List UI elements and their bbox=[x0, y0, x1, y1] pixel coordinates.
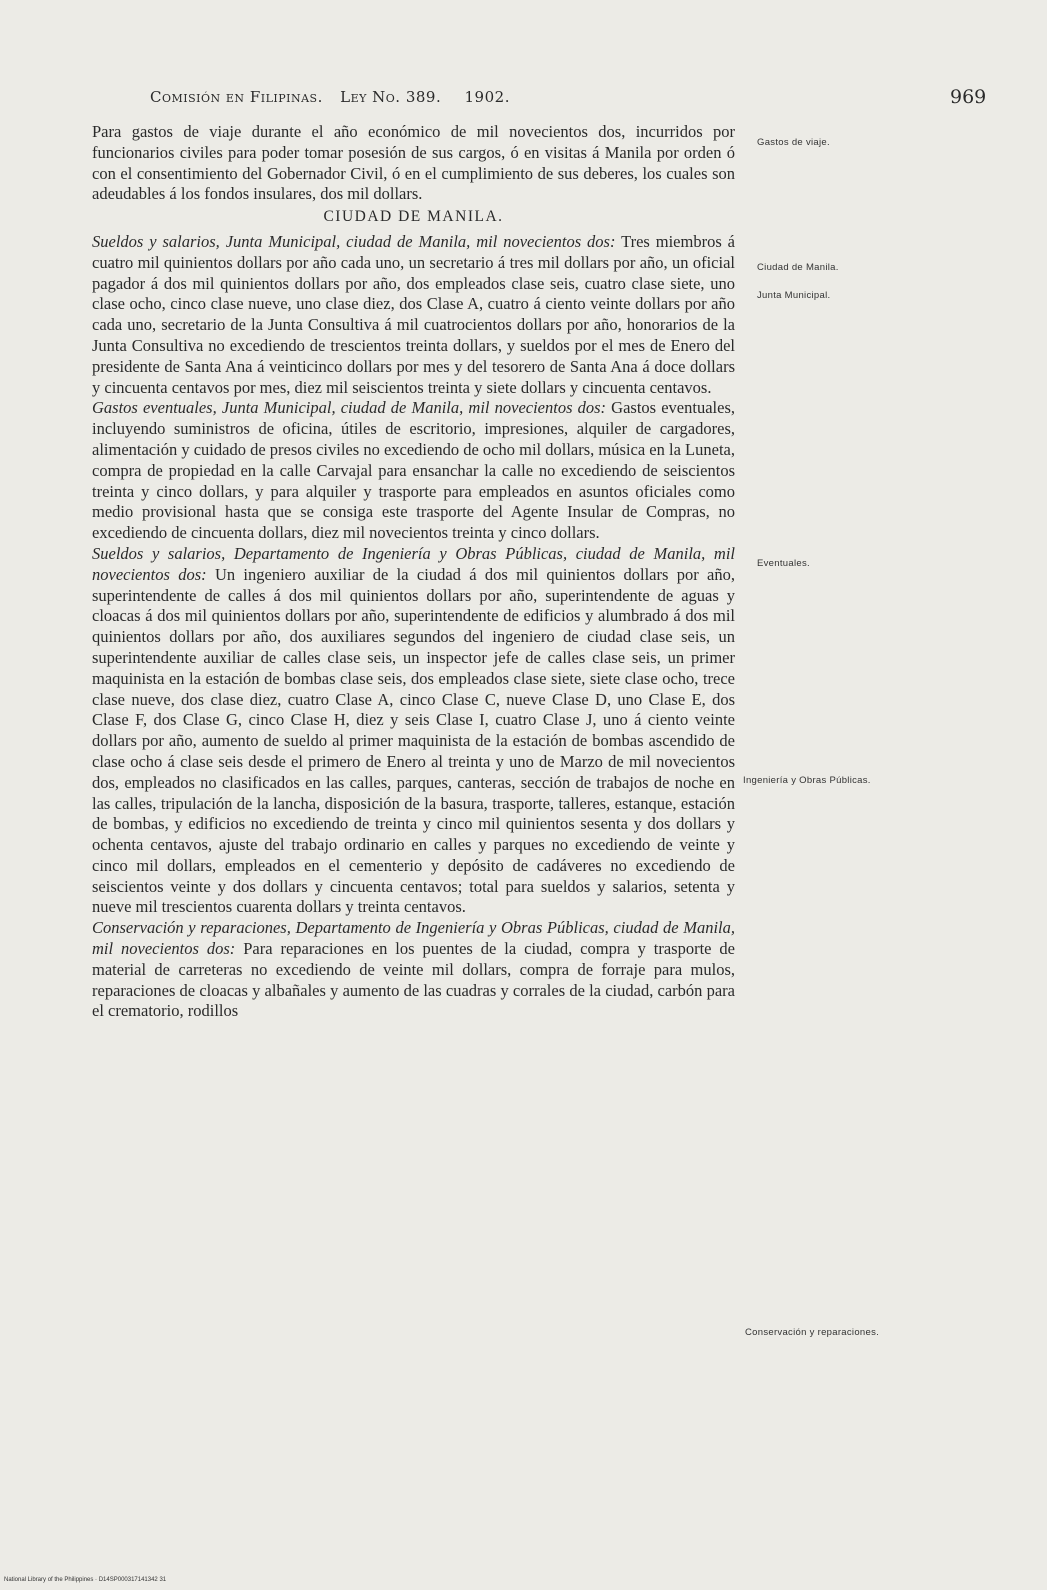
header-commission: Comisión en Filipinas. bbox=[150, 88, 323, 106]
paragraph-text: Un ingeniero auxiliar de la ciudad á dos mil quinientos dollars por año, superintendente de calles á dos mil quinientos dollars por año, superintendente de aguas y cloacas á dos mil quinientos dollars por año, superintendente de edificios y alumbrado á dos mil quinientos dollars por año, dos auxiliares segundos del ingeniero de ciudad clase seis, un superintendente auxiliar de calles clase seis, un inspector jefe de calles clase seis, un primer maquinista en la estación de bombas clase seis, dos empleados clase siete, siete clase ocho, trece clase nueve, dos clase diez, cuatro Clase A, cinco Clase C, nueve Clase D, uno Clase E, dos Clase F, dos Clase G, cinco Clase H, diez y seis Clase I, cuatro Clase J, uno á ciento veinte dollars por año, aumento de sueldo al primer maquinista de la estación de bombas ascendido de clase ocho á clase seis desde el primero de Enero al treinta y uno de Marzo de mil novecientos dos, empleados no clasificados en las calles, parques, canteras, sección de trabajos de noche en las calles, tripulación de la lancha, disposición de la basura, trasporte, talleres, estanque, estación de bombas, y edificios no excediendo de treinta y cinco mil quinientos sesenta y dos dollars y ochenta centavos, ajuste del trabajo ordinario en calles y parques no excediendo de veinte y cinco mil dollars, empleados en el cementerio y depósito de cadáveres no excediendo de seiscientos veinte y dos dollars y cincuenta centavos; total para sueldos y salarios, setenta y nueve mil trescientos cuarenta dollars y treinta centavos. bbox=[92, 564, 735, 917]
footer-library-stamp: National Library of the Philippines · D14SP000317141342 31 bbox=[4, 1577, 167, 1583]
paragraph-lead: Sueldos y salarios, Departamento de Ingeniería y Obras Públicas, ciudad de Manila, mil novecientos dos: bbox=[92, 543, 735, 584]
body-text bbox=[92, 122, 735, 1022]
margin-note-city: Ciudad de Manila. bbox=[757, 262, 839, 273]
paragraph-contingent-expenses bbox=[92, 398, 735, 544]
header-law-number: Ley No. 389. bbox=[340, 88, 442, 106]
margin-note-contingent: Eventuales. bbox=[757, 558, 810, 569]
paragraph-engineering-salaries bbox=[92, 544, 735, 918]
paragraph-travel-expenses bbox=[92, 122, 735, 205]
paragraph-lead: Conservación y reparaciones, Departamento de Ingeniería y Obras Públicas, ciudad de Manila, mil novecientos dos: bbox=[92, 918, 735, 959]
running-header bbox=[150, 88, 650, 106]
paragraph-board-salaries bbox=[92, 232, 735, 398]
paragraph-text: Para gastos de viaje durante el año económico de mil novecientos dos, incurridos por funcionarios civiles para poder tomar posesión de sus cargos, ó en visitas á Manila por orden ó con el consentimiento del Gobernador Civil, ó en el cumplimiento de sus deberes, los cuales son adeudables á los fondos insulares, dos mil dollars. bbox=[92, 122, 735, 204]
paragraph-repairs bbox=[92, 918, 735, 1022]
margin-note-board: Junta Municipal. bbox=[757, 290, 831, 301]
margin-note-engineering: Ingeniería y Obras Públicas. bbox=[743, 775, 871, 786]
page-number: 969 bbox=[950, 86, 987, 108]
paragraph-lead: Gastos eventuales, Junta Municipal, ciudad de Manila, mil novecientos dos: bbox=[92, 398, 607, 418]
margin-note-travel: Gastos de viaje. bbox=[757, 137, 830, 148]
paragraph-text: Gastos eventuales, incluyendo suministros de oficina, útiles de escritorio, impresiones, alquiler de cargadores, alimentación y cuidado de presos civiles no excediendo de ocho mil dollars, música en la Luneta, compra de propiedad en la calle Carvajal para ensanchar la calle no excediendo de seiscientos treinta y cinco dollars, y para alquiler y trasporte para empleados en asuntos oficiales como medio provisional hasta que se consiga este trasporte del Agente Insular de Compras, no excediendo de cincuenta dollars, diez mil novecientos treinta y cinco dollars. bbox=[92, 398, 735, 543]
paragraph-text: Tres miembros á cuatro mil quinientos dollars por año cada uno, un secretario á tres mil dollars por año, un oficial pagador á dos mil quinientos dollars por año, dos empleados clase seis, cuatro clase siete, uno clase ocho, cinco clase nueve, uno clase diez, dos Clase A, cuatro á ciento veinte dollars por año cada uno, secretario de la Junta Consultiva á mil cuatrocientos dollars por año, honorarios de la Junta Consultiva no excediendo de trescientos treinta dollars, y sueldos por el mes de Enero del presidente de Santa Ana á veinticinco dollars por mes y del tesorero de Santa Ana á doce dollars y cincuenta centavos por mes, diez mil seiscientos treinta y siete dollars y cincuenta centavos. bbox=[92, 231, 735, 397]
paragraph-text: Para reparaciones en los puentes de la ciudad, compra y trasporte de material de carreteras no excediendo de veinte mil dollars, compra de forraje para mulos, reparaciones de cloacas y albañales y aumento de las cuadras y corrales de la ciudad, carbón para el crematorio, rodillos bbox=[92, 939, 735, 1021]
section-heading: CIUDAD DE MANILA. bbox=[323, 208, 504, 226]
header-year: 1902. bbox=[464, 88, 510, 106]
paragraph-lead: Sueldos y salarios, Junta Municipal, ciudad de Manila, mil novecientos dos: bbox=[92, 231, 616, 251]
margin-note-repairs: Conservación y reparaciones. bbox=[745, 1327, 880, 1338]
